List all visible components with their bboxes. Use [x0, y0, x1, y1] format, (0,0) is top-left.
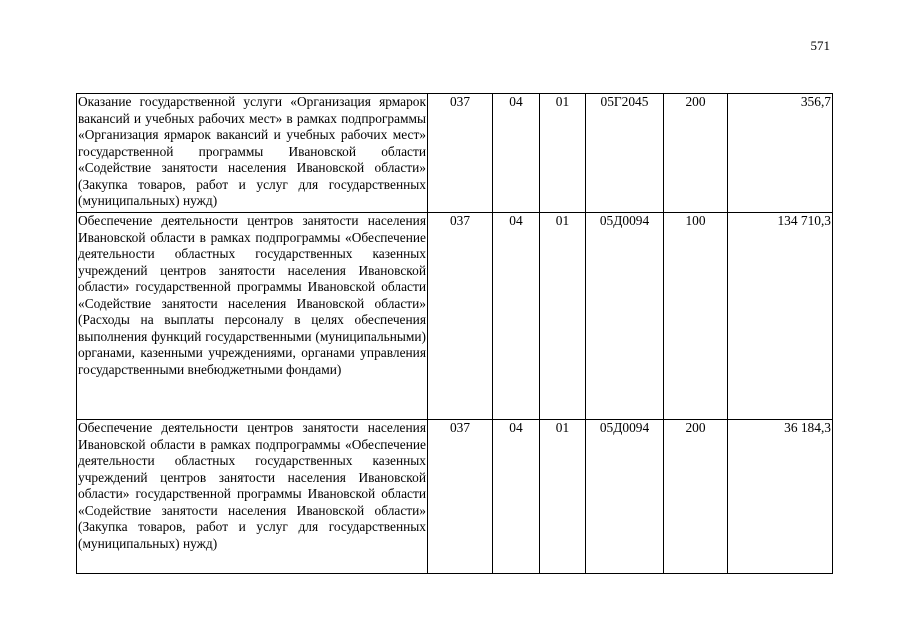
table-row [77, 213, 833, 420]
table-row [77, 420, 833, 574]
ministry-code: 037 [428, 213, 493, 420]
target-article-code: 05Д0094 [586, 213, 664, 420]
page-number: 571 [810, 38, 830, 53]
row-description: Оказание государственной услуги «Организация ярмарок вакансий и учебных рабочих мест» в рамках подпрограммы «Организация ярмарок вакансий и учебных рабочих мест» государственной программы Ивановской области «Содействие занятости населения Ивановской области» (Закупка товаров, работ и услуг для государственных (муниципальных) нужд) [77, 94, 428, 213]
subsection-code: 01 [540, 213, 586, 420]
row-description: Обеспечение деятельности центров занятости населения Ивановской области в рамках подпрограммы «Обеспечение деятельности областных государственных казенных учреждений центров занятости населения Ивановской области» государственной программы Ивановской области «Содействие занятости населения Ивановской области» (Расходы на выплаты персоналу в целях обеспечения выполнения функций государственными (муниципальными) органами, казенными учреждениями, органами управления государственными внебюджетными фондами) [77, 213, 428, 420]
section-code: 04 [493, 213, 540, 420]
expense-type-code: 200 [664, 420, 728, 574]
ministry-code: 037 [428, 94, 493, 213]
subsection-code: 01 [540, 420, 586, 574]
section-code: 04 [493, 420, 540, 574]
ministry-code: 037 [428, 420, 493, 574]
target-article-code: 05Д0094 [586, 420, 664, 574]
target-article-code: 05Г2045 [586, 94, 664, 213]
budget-table [76, 93, 833, 574]
expense-type-code: 200 [664, 94, 728, 213]
amount-value: 134 710,3 [728, 213, 833, 420]
amount-value: 36 184,3 [728, 420, 833, 574]
amount-value: 356,7 [728, 94, 833, 213]
row-description: Обеспечение деятельности центров занятости населения Ивановской области в рамках подпрограммы «Обеспечение деятельности областных государственных казенных учреждений центров занятости населения Ивановской области» государственной программы Ивановской области «Содействие занятости населения Ивановской области» (Закупка товаров, работ и услуг для государственных (муниципальных) нужд) [77, 420, 428, 574]
expense-type-code: 100 [664, 213, 728, 420]
subsection-code: 01 [540, 94, 586, 213]
table-row [77, 94, 833, 213]
section-code: 04 [493, 94, 540, 213]
